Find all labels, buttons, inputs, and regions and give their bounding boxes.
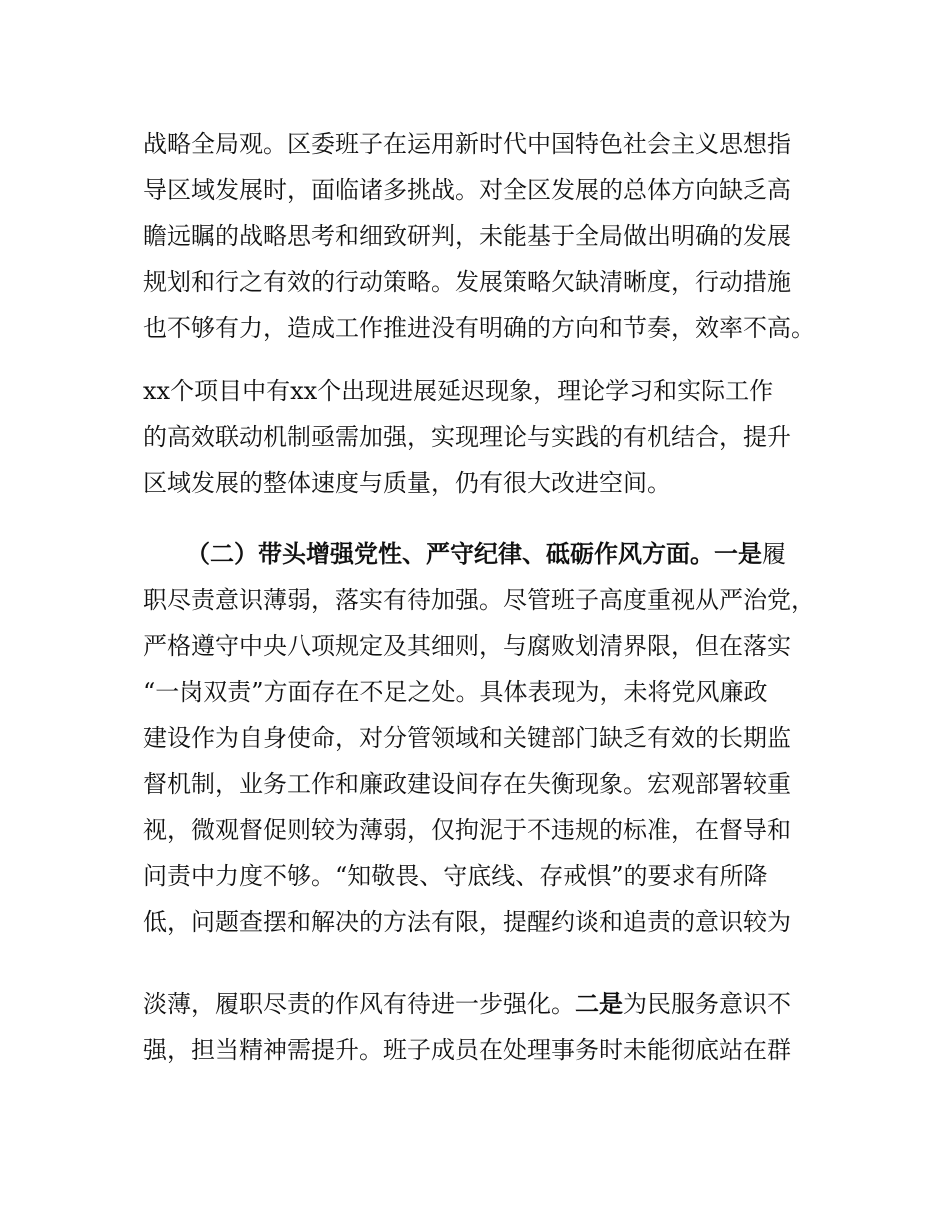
- paragraph2-line-5: 督机制，业务工作和廉政建设间存在失衡现象。宏观部署较重: [143, 770, 791, 798]
- paragraph1-line-5: 也不够有力，造成工作推进没有明确的方向和节奏，效率不高。: [143, 314, 815, 342]
- paragraph2-line-7: 问责中力度不够。“知敬畏、守底线、存戒惧”的要求有所降: [143, 862, 768, 890]
- paragraph2-line-3: “一岗双责”方面存在不足之处。具体表现为，未将党风廉政: [143, 678, 768, 706]
- paragraph1-line-3: 瞻远瞩的战略思考和细致研判，未能基于全局做出明确的发展: [143, 222, 791, 250]
- paragraph2-line-9: [143, 984, 833, 1024]
- line-text-before-marker: 淡薄，履职尽责的作风有待进一步强化。: [143, 990, 575, 1018]
- paragraph1-line-4: 规划和行之有效的行动策略。发展策略欠缺清晰度，行动措施: [143, 268, 791, 296]
- paragraph1-line-2: 导区域发展时，面临诸多挑战。对全区发展的总体方向缺乏高: [143, 176, 791, 204]
- paragraph2-line-2: 严格遵守中央八项规定及其细则，与腐败划清界限，但在落实: [143, 632, 791, 660]
- paragraph2-line-4: 建设作为自身使命，对分管领域和关键部门缺乏有效的长期监: [143, 724, 791, 752]
- first-point-marker: 一是: [714, 540, 762, 568]
- paragraph1-line-7: 的高效联动机制亟需加强，实现理论与实践的有机结合，提升: [143, 423, 791, 451]
- first-line-rest: 履: [762, 540, 786, 568]
- paragraph2-line-8: 低，问题查摆和解决的方法有限，提醒约谈和追责的意识较为: [143, 908, 791, 936]
- second-point-marker: 二是: [575, 990, 623, 1018]
- paragraph1-line-1: 战略全局观。区委班子在运用新时代中国特色社会主义思想指: [143, 130, 791, 158]
- section-heading: （二）带头增强党性、严守纪律、砥砺作风方面。: [186, 540, 714, 568]
- paragraph1-line-6: xx个项目中有xx个出现进展延迟现象，理论学习和实际工作: [143, 377, 774, 405]
- paragraph2-line-10: 强，担当精神需提升。班子成员在处理事务时未能彻底站在群: [143, 1036, 791, 1064]
- line-text-after-marker: 为民服务意识不: [623, 990, 791, 1018]
- paragraph2-heading-line: [186, 534, 836, 574]
- paragraph1-line-8: 区域发展的整体速度与质量，仍有很大改进空间。: [143, 469, 671, 497]
- paragraph2-line-6: 视，微观督促则较为薄弱，仅拘泥于不违规的标准，在督导和: [143, 816, 791, 844]
- paragraph2-line-1: 职尽责意识薄弱，落实有待加强。尽管班子高度重视从严治党，: [143, 586, 815, 614]
